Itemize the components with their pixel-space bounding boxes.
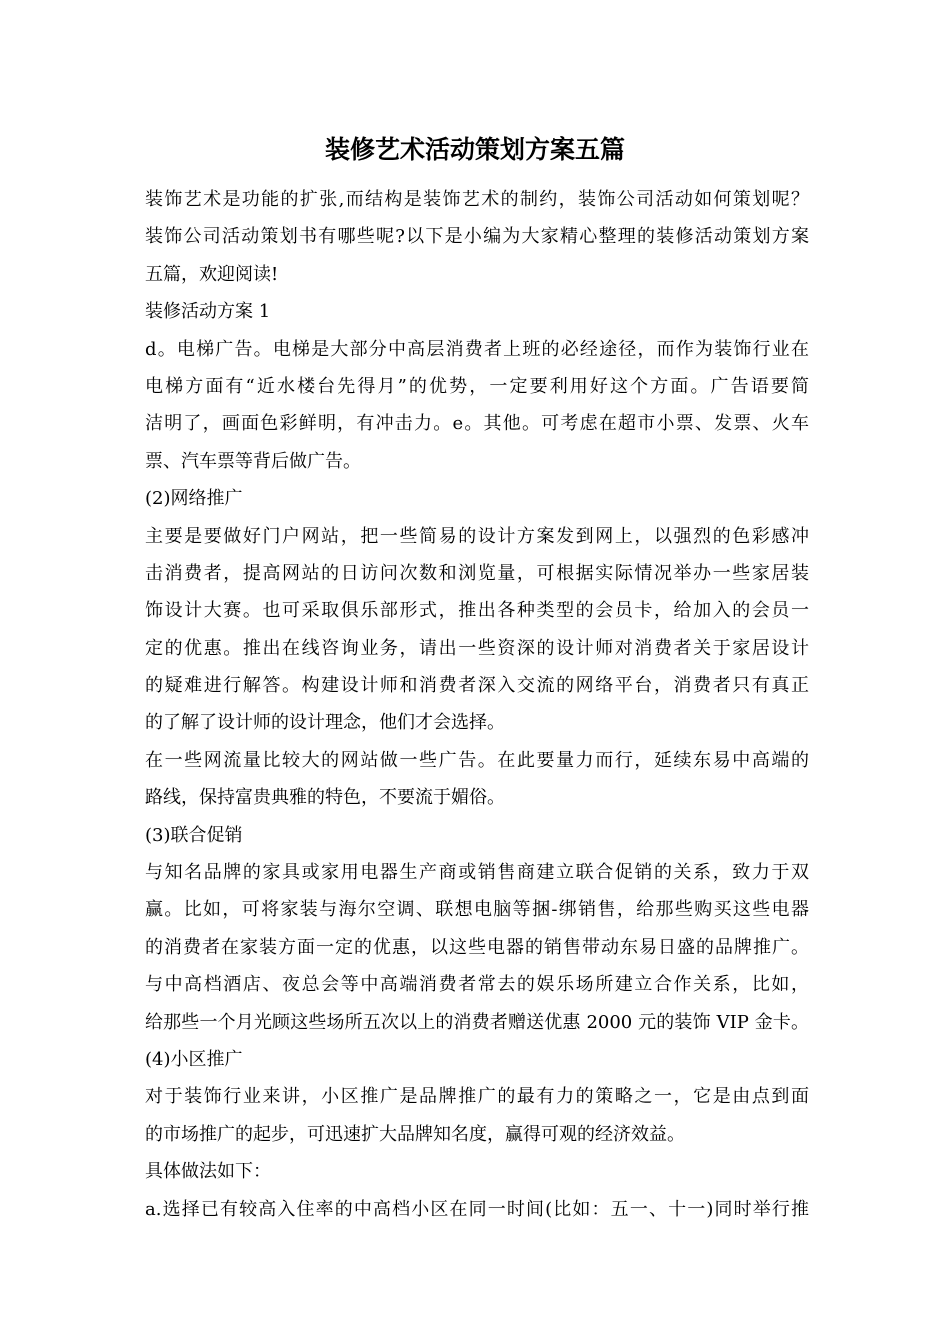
text-line: 在一些网流量比较大的网站做一些广告。在此要量力而行，延续东易中高端的 xyxy=(145,749,809,771)
text-line: (3)联合促销 xyxy=(145,824,243,846)
text-line: 的市场推广的起步，可迅速扩大品牌知名度，赢得可观的经济效益。 xyxy=(145,1123,685,1145)
text-line: a.选择已有较高入住率的中高档小区在同一时间(比如：五一、十一)同时举行推 xyxy=(145,1198,809,1220)
text-line: d。电梯广告。电梯是大部分中高层消费者上班的必经途径，而作为装饰行业在 xyxy=(145,338,809,360)
text-line: (4)小区推广 xyxy=(145,1048,243,1070)
text-line: 五篇，欢迎阅读! xyxy=(145,263,279,285)
document-body xyxy=(145,181,809,1228)
text-line: 击消费者，提高网站的日访问次数和浏览量，可根据实际情况举办一些家居装 xyxy=(145,562,809,584)
text-line: 对于装饰行业来讲，小区推广是品牌推广的最有力的策略之一，它是由点到面 xyxy=(145,1086,809,1108)
text-line: 洁明了，画面色彩鲜明，有冲击力。e。其他。可考虑在超市小票、发票、火车 xyxy=(145,413,809,435)
text-line: 票、汽车票等背后做广告。 xyxy=(145,450,361,472)
text-line: (2)网络推广 xyxy=(145,488,243,510)
text-line: 装饰艺术是功能的扩张,而结构是装饰艺术的制约，装饰公司活动如何策划呢？ xyxy=(145,189,809,210)
text-line: 路线，保持富贵典雅的特色，不要流于媚俗。 xyxy=(145,787,505,809)
text-line: 与知名品牌的家具或家用电器生产商或销售商建立联合促销的关系，致力于双 xyxy=(145,862,809,884)
text-line: 装饰公司活动策划书有哪些呢?以下是小编为大家精心整理的装修活动策划方案 xyxy=(145,226,809,248)
text-line: 定的优惠。推出在线咨询业务，请出一些资深的设计师对消费者关于家居设计 xyxy=(145,637,809,659)
text-line: 具体做法如下： xyxy=(145,1161,271,1183)
text-line: 的消费者在家装方面一定的优惠，以这些电器的销售带动东易日盛的品牌推广。 xyxy=(145,936,809,958)
text-line: 饰设计大赛。也可采取俱乐部形式，推出各种类型的会员卡，给加入的会员一 xyxy=(145,600,809,622)
document-title: 装修艺术活动策划方案五篇 xyxy=(324,135,625,164)
text-line: 电梯方面有“近水楼台先得月”的优势，一定要利用好这个方面。广告语要简 xyxy=(145,375,809,397)
text-line: 的疑难进行解答。构建设计师和消费者深入交流的网络平台，消费者只有真正 xyxy=(145,675,809,697)
text-line: 与中高档酒店、夜总会等中高端消费者常去的娱乐场所建立合作关系，比如， xyxy=(145,974,809,996)
text-line: 的了解了设计师的设计理念，他们才会选择。 xyxy=(145,712,505,734)
text-line: 主要是要做好门户网站，把一些简易的设计方案发到网上，以强烈的色彩感冲 xyxy=(145,525,809,547)
text-line: 给那些一个月光顾这些场所五次以上的消费者赠送优惠 2000 元的装饰 VIP 金卡。 xyxy=(145,1011,809,1033)
text-line: 装修活动方案 1 xyxy=(145,301,271,323)
text-line: 赢。比如，可将家装与海尔空调、联想电脑等捆-绑销售，给那些购买这些电器 xyxy=(145,899,809,921)
